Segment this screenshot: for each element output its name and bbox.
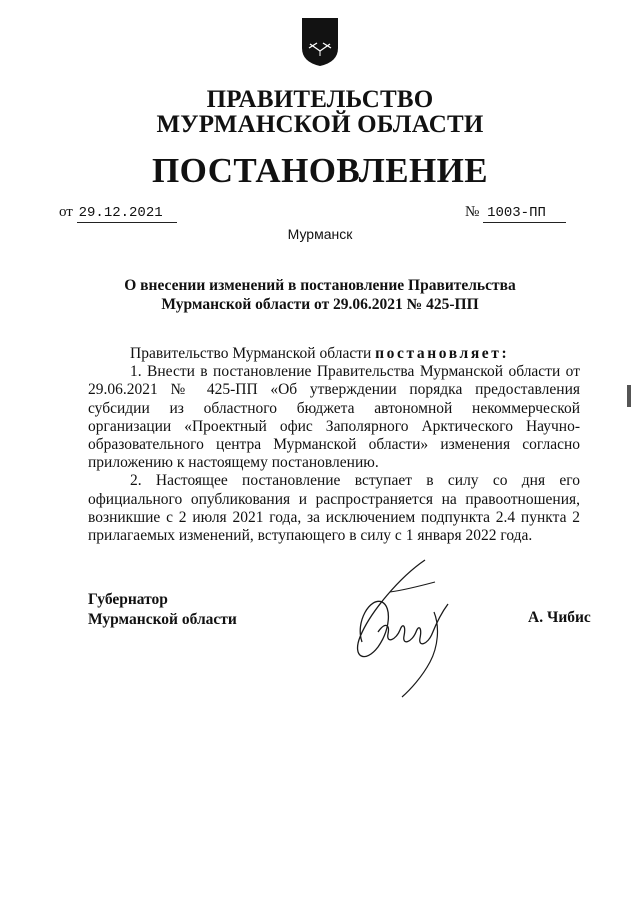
coat-of-arms-icon	[299, 16, 341, 68]
document-number: 1003-ПП	[483, 204, 566, 223]
scan-margin-mark	[626, 385, 633, 407]
document-date: 29.12.2021	[77, 204, 177, 223]
city-name: Мурманск	[287, 226, 353, 242]
document-body	[88, 345, 580, 545]
signature-image	[330, 552, 480, 702]
number-prefix: №	[465, 204, 480, 220]
date-line	[59, 203, 177, 223]
subject-line1: О внесении изменений в постановление Правительства	[124, 277, 516, 294]
subject-line2: Мурманской области от 29.06.2021 № 425-ПП	[161, 296, 479, 313]
signatory-name: А. Чибис	[528, 609, 591, 626]
document-subject	[100, 276, 540, 314]
preamble-text: Правительство Мурманской области	[130, 345, 376, 362]
clause-2: 2. Настоящее постановление вступает в силу со дня его официального опубликования и распространяется на правоотношения, возникшие с 2 июля 2021 года, за исключением подпункта 2.4 пункта 2 прилагаемых изменений, вступающего в силу с 1 января 2022 года.	[88, 472, 580, 545]
government-name-line2: МУРМАНСКОЙ ОБЛАСТИ	[156, 111, 484, 138]
preamble	[88, 345, 580, 363]
date-prefix: от	[59, 204, 73, 220]
government-name-line1: ПРАВИТЕЛЬСТВО	[206, 86, 434, 113]
clause-1: 1. Внести в постановление Правительства Мурманской области от 29.06.2021 № 425-ПП «Об утверждении порядка предоставления субсидии из областного бюджета автономной некоммерческой организации «Проектный офис Заполярного Арктического Научно-образовательного центра Мурманской области» изменения согласно приложению к настоящему постановлению.	[88, 363, 580, 472]
number-line	[465, 203, 566, 223]
signatory-title-line2: Мурманской области	[88, 611, 237, 628]
preamble-resolves: постановляет:	[375, 345, 510, 362]
document-type-title: ПОСТАНОВЛЕНИЕ	[152, 151, 488, 190]
signatory-title-line1: Губернатор	[88, 591, 168, 608]
signatory-title	[88, 590, 237, 630]
